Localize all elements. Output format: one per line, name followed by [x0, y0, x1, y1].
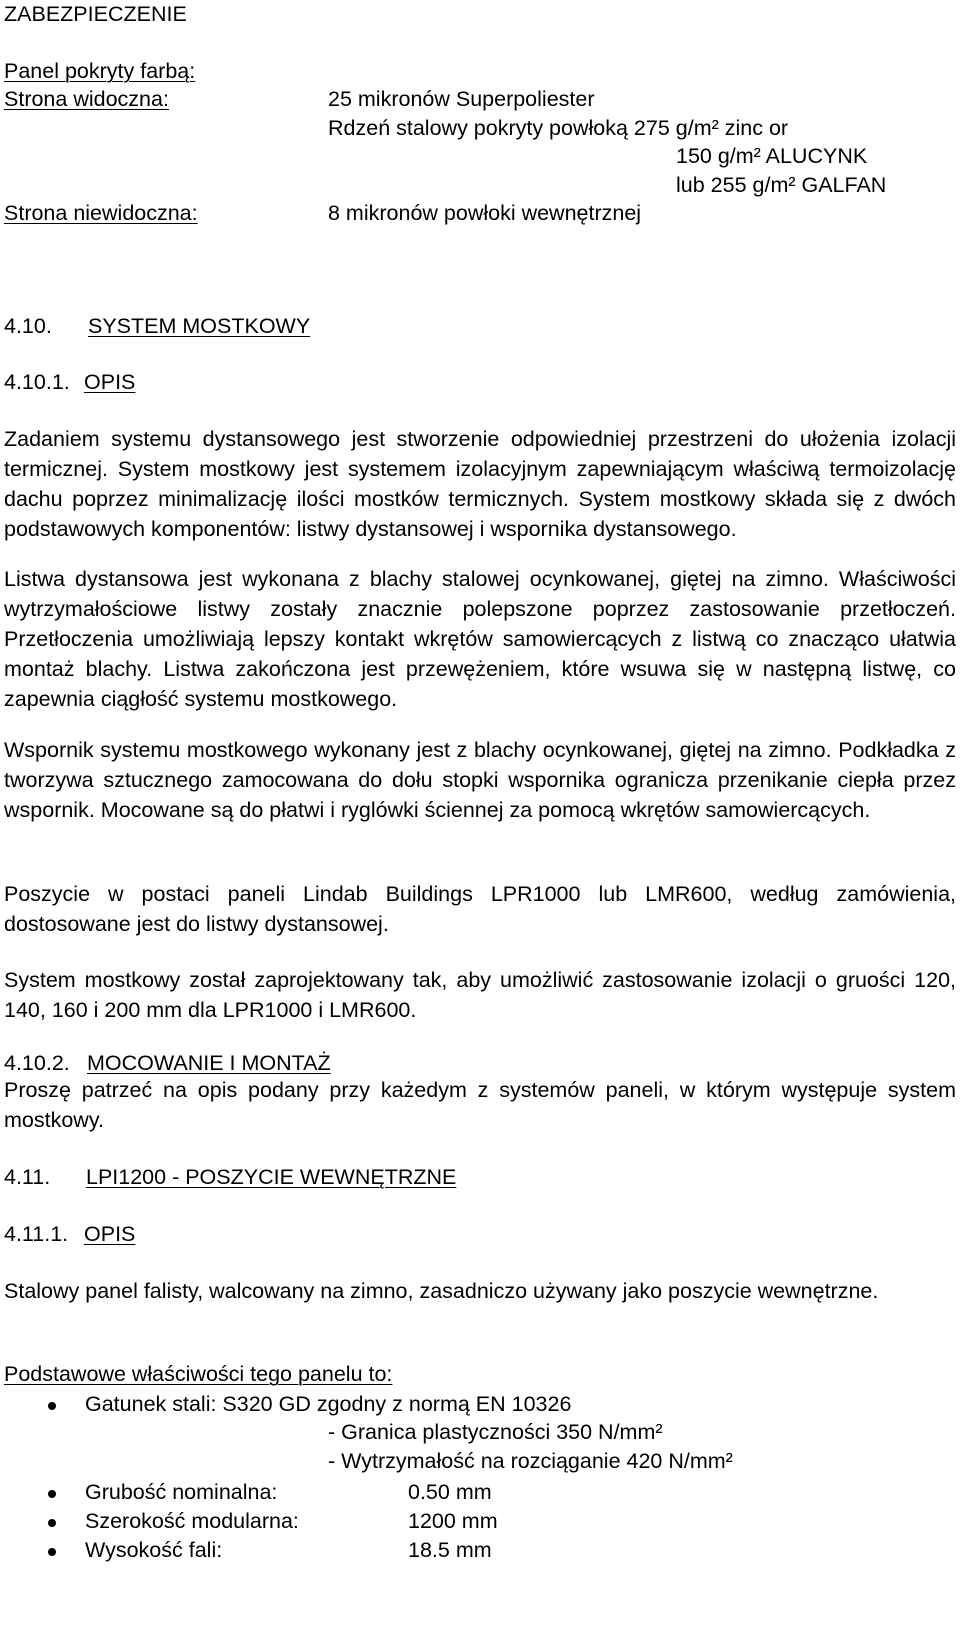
paragraph: System mostkowy został zaprojektowany tak, aby umożliwić zastosowanie izolacji o gruości 120, 140, 160 i 200 mm dla LPR1000 i LMR600.: [4, 968, 956, 1022]
coating-line-2: Rdzeń stalowy pokryty powłoką 275 g/m² zinc or: [328, 116, 789, 140]
paragraph: Zadaniem systemu dystansowego jest stworzenie odpowiedniej przestrzeni do ułożenia izolacji termicznej. System mostkowy jest systemem izolacyjnym zapewniającym właściwą termoizolację dachu poprzez minimalizację ilości mostków termicznych. System mostkowy składa się z dwóch podstawowych komponentów: listwy dystansowej i wspornika dystansowego.: [4, 427, 956, 541]
paragraph: Poszycie w postaci paneli Lindab Buildings LPR1000 lub LMR600, według zamówienia, dostosowane jest do listwy dystansowej.: [4, 882, 956, 936]
section-title: LPI1200 - POSZYCIE WEWNĘTRZNE: [86, 1165, 457, 1189]
tensile-strength: - Wytrzymałość na rozciąganie 420 N/mm²: [328, 1449, 733, 1473]
subsection-number: 4.10.1.: [4, 370, 70, 394]
visible-side-label: Strona widoczna:: [4, 87, 169, 111]
section-number: 4.10.: [4, 314, 52, 338]
hidden-side-value: 8 mikronów powłoki wewnętrznej: [328, 201, 642, 225]
subsection-title: MOCOWANIE I MONTAŻ: [87, 1051, 331, 1075]
section-heading: ZABEZPIECZENIE: [4, 2, 187, 26]
bullet-icon: [48, 1548, 56, 1556]
width-label: Szerokość modularna:: [85, 1509, 299, 1533]
coating-line-3: 150 g/m² ALUCYNK: [676, 144, 868, 168]
properties-title: Podstawowe właściwości tego panelu to:: [4, 1362, 393, 1386]
yield-strength: - Granica plastyczności 350 N/mm²: [328, 1420, 663, 1444]
bullet-icon: [48, 1519, 56, 1527]
paragraph: Listwa dystansowa jest wykonana z blachy stalowej ocynkowanej, giętej na zimno. Właściwości wytrzymałościowe listwy zostały znacznie polepszone poprzez zastosowanie przetłoczeń. Przetłoczenia umożliwiają lepszy kontakt wkrętów samowiercących z listwą co znacząco ułatwia montaż blachy. Listwa zakończona jest przewężeniem, które wsuwa się w następną listwę, co zapewnia ciągłość systemu mostkowego.: [4, 567, 956, 711]
section-number: 4.11.: [4, 1165, 51, 1189]
coating-line-1: 25 mikronów Superpoliester: [328, 87, 595, 111]
thickness-label: Grubość nominalna:: [85, 1480, 278, 1504]
bullet-icon: [48, 1402, 56, 1410]
subsection-number: 4.10.2.: [4, 1051, 70, 1075]
paragraph: Wspornik systemu mostkowego wykonany jest z blachy ocynkowanej, giętej na zimno. Podkładka z tworzywa sztucznego zamocowana do dołu stopki wspornika ogranicza przenikanie ciepła przez wspornik. Mocowane są do płatwi i ryglówki ściennej za pomocą wkrętów samowiercących.: [4, 738, 956, 822]
paragraph: Proszę patrzeć na opis podany przy każedym z systemów paneli, w którym występuje system mostkowy.: [4, 1078, 956, 1132]
wave-value: 18.5 mm: [408, 1538, 492, 1562]
coating-title: Panel pokryty farbą:: [4, 59, 196, 83]
steel-grade: Gatunek stali: S320 GD zgodny z normą EN 10326: [85, 1392, 572, 1416]
section-title: SYSTEM MOSTKOWY: [88, 314, 311, 338]
bullet-icon: [48, 1490, 56, 1498]
coating-line-4: lub 255 g/m² GALFAN: [676, 173, 887, 197]
subsection-number: 4.11.1.: [4, 1222, 69, 1246]
wave-label: Wysokość fali:: [85, 1538, 223, 1562]
paragraph: Stalowy panel falisty, walcowany na zimno, zasadniczo używany jako poszycie wewnętrzne.: [4, 1279, 879, 1303]
width-value: 1200 mm: [408, 1509, 498, 1533]
thickness-value: 0.50 mm: [408, 1480, 492, 1504]
subsection-title: OPIS: [84, 370, 136, 394]
hidden-side-label: Strona niewidoczna:: [4, 201, 198, 225]
subsection-title: OPIS: [84, 1222, 136, 1246]
